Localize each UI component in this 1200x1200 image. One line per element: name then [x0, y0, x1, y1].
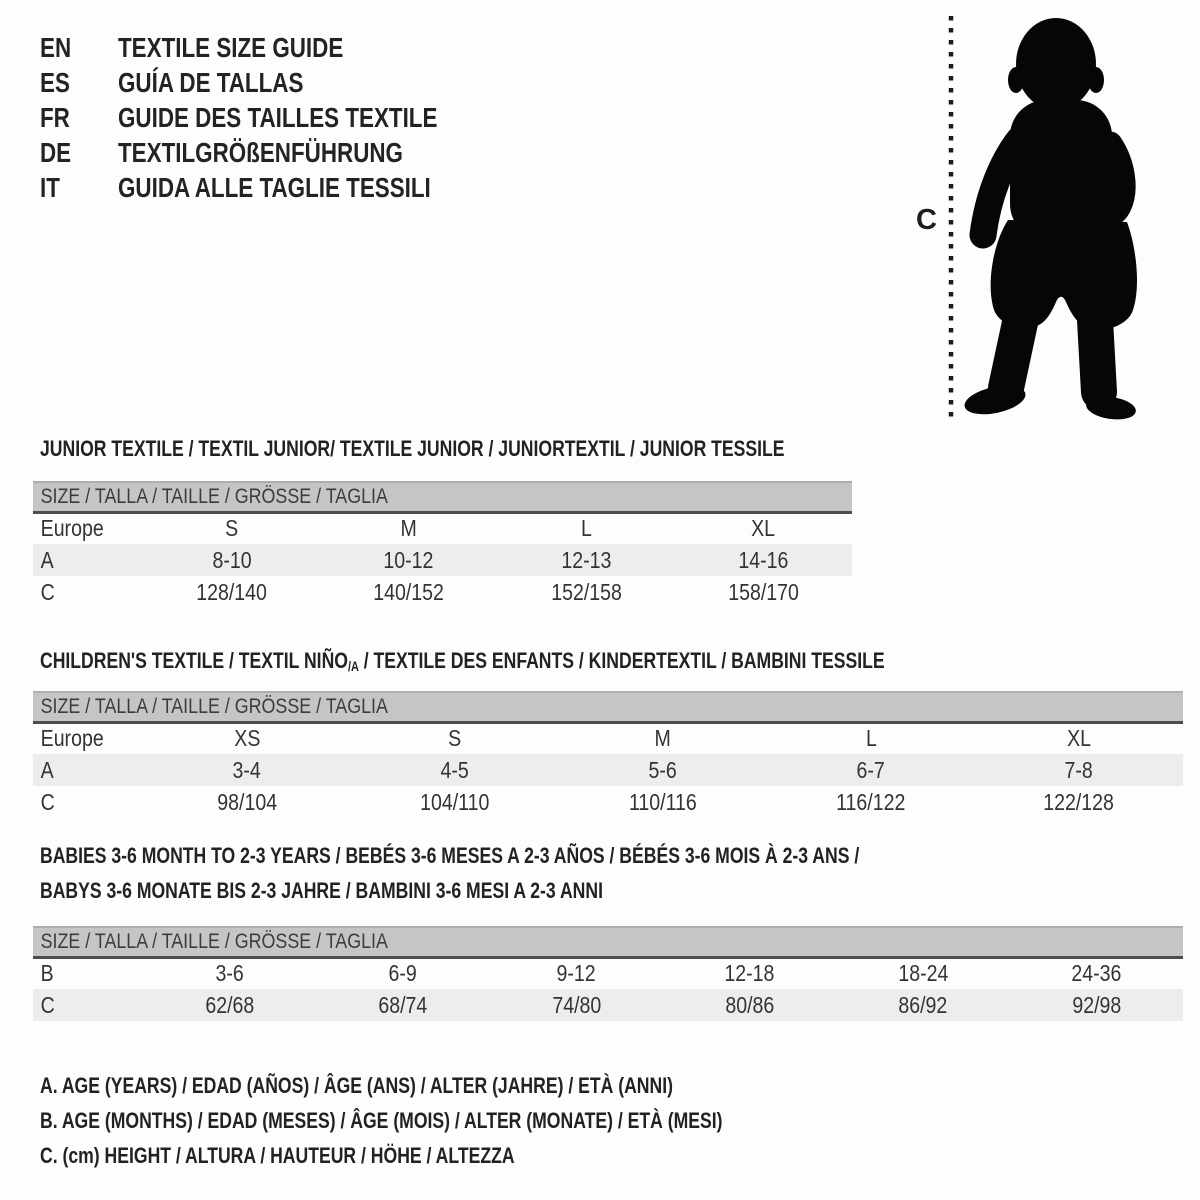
- section-heading-text: [40, 643, 885, 684]
- language-code: IT: [40, 171, 60, 203]
- size-cell: 12-13: [561, 546, 612, 573]
- size-cell: 7-8: [1064, 756, 1094, 783]
- size-cell: 9-12: [556, 960, 596, 987]
- table-row: [33, 989, 1183, 1021]
- section-heading-babies: [40, 838, 1064, 908]
- size-header-text: SIZE / TALLA / TAILLE / GRÖSSE / TAGLIA: [40, 929, 388, 953]
- size-cell: 4-5: [440, 756, 470, 783]
- size-cell: 80/86: [725, 991, 775, 1018]
- size-cell: 98/104: [217, 788, 277, 815]
- row-label: B: [40, 960, 54, 987]
- language-list: [40, 30, 517, 205]
- size-cell: XL: [1067, 725, 1091, 752]
- size-header-text: SIZE / TALLA / TAILLE / GRÖSSE / TAGLIA: [40, 484, 388, 508]
- guide-title-it: GUIDA ALLE TAGLIE TESSILI: [118, 171, 431, 203]
- language-row-fr: [40, 100, 517, 135]
- height-dimension-label: C: [916, 204, 937, 236]
- size-cell: 6-9: [388, 960, 418, 987]
- height-figure: [890, 0, 1200, 430]
- guide-title-fr: GUIDE DES TAILLES TEXTILE: [118, 101, 438, 133]
- size-cell: 62/68: [205, 991, 255, 1018]
- size-cell: 128/140: [196, 578, 267, 605]
- table-header-row: [33, 482, 852, 512]
- guide-title-de: TEXTILGRÖßENFÜHRUNG: [118, 136, 403, 168]
- size-header-cell: [33, 927, 1183, 957]
- size-cell: 18-24: [897, 960, 948, 987]
- row-label: C: [40, 991, 55, 1018]
- table-row: [33, 544, 852, 576]
- size-cell: 122/128: [1043, 788, 1115, 815]
- guide-title-en: TEXTILE SIZE GUIDE: [118, 31, 344, 63]
- table-row: [33, 786, 1183, 818]
- table-header-row: [33, 692, 1183, 722]
- size-cell: M: [654, 725, 672, 752]
- babies-size-table: [33, 926, 1183, 1021]
- size-cell: XL: [751, 515, 776, 542]
- language-code: EN: [40, 31, 72, 63]
- size-cell: 24-36: [1071, 960, 1122, 987]
- size-cell: 86/92: [898, 991, 948, 1018]
- size-cell: 8-10: [212, 546, 252, 573]
- size-cell: XS: [233, 725, 261, 752]
- row-label: A: [40, 546, 54, 573]
- heading-part: / TEXTILE DES ENFANTS / KINDERTEXTIL / BAMBINI TESSILE: [358, 648, 885, 673]
- language-code: FR: [40, 101, 70, 133]
- legend-line-a: [40, 1068, 893, 1103]
- row-label: C: [40, 578, 55, 605]
- size-cell: 158/170: [728, 578, 799, 605]
- row-label: C: [40, 788, 55, 815]
- row-label: Europe: [40, 515, 104, 542]
- size-cell: 3-4: [232, 756, 262, 783]
- size-cell: 110/116: [629, 788, 697, 815]
- legend-line-c: [40, 1138, 893, 1173]
- legend-text: B. AGE (MONTHS) / EDAD (MESES) / ÂGE (MOIS) / ALTER (MONATE) / ETÀ (MESI): [40, 1108, 723, 1133]
- table-row: [33, 722, 1183, 754]
- heading-text: BABYS 3-6 MONATE BIS 2-3 JAHRE / BAMBINI 3-6 MESI A 2-3 ANNI: [40, 878, 603, 903]
- section-heading-children: [40, 643, 1096, 684]
- size-cell: 12-18: [724, 960, 775, 987]
- size-header-cell: [33, 692, 1183, 722]
- table-header-row: [33, 927, 1183, 957]
- size-cell: S: [448, 725, 462, 752]
- size-cell: M: [400, 515, 418, 542]
- size-cell: 104/110: [420, 788, 490, 815]
- children-size-table: [33, 691, 1183, 818]
- size-header-text: SIZE / TALLA / TAILLE / GRÖSSE / TAGLIA: [40, 694, 388, 718]
- row-label: Europe: [40, 725, 104, 752]
- heading-part: CHILDREN'S TEXTILE / TEXTIL NIÑO: [40, 648, 348, 673]
- section-heading-text: JUNIOR TEXTILE / TEXTIL JUNIOR/ TEXTILE JUNIOR / JUNIORTEXTIL / JUNIOR TESSILE: [40, 436, 785, 461]
- size-cell: S: [225, 515, 239, 542]
- size-header-cell: [33, 482, 852, 512]
- table-row: [33, 576, 852, 608]
- language-code: DE: [40, 136, 72, 168]
- size-cell: L: [865, 725, 877, 752]
- size-cell: 3-6: [215, 960, 244, 987]
- size-cell: 5-6: [648, 756, 678, 783]
- table-row: [33, 512, 852, 544]
- size-cell: 6-7: [856, 756, 886, 783]
- size-cell: 140/152: [373, 578, 445, 605]
- size-cell: 74/80: [551, 991, 601, 1018]
- heading-line-1: [40, 838, 1064, 873]
- language-row-en: [40, 30, 517, 65]
- legend-text: C. (cm) HEIGHT / ALTURA / HAUTEUR / HÖHE / ALTEZZA: [40, 1143, 515, 1168]
- size-cell: 152/158: [550, 578, 622, 605]
- legend-text: A. AGE (YEARS) / EDAD (AÑOS) / ÂGE (ANS) / ALTER (JAHRE) / ETÀ (ANNI): [40, 1073, 673, 1098]
- section-heading-junior: [40, 431, 971, 466]
- table-row: [33, 957, 1183, 989]
- size-cell: 92/98: [1071, 991, 1121, 1018]
- size-cell: 116/122: [836, 788, 906, 815]
- measurement-legend: [40, 1068, 893, 1173]
- table-row: [33, 754, 1183, 786]
- guide-title-es: GUÍA DE TALLAS: [118, 66, 304, 98]
- language-code: ES: [40, 66, 70, 98]
- size-cell: 14-16: [738, 546, 789, 573]
- junior-size-table: [33, 481, 852, 608]
- toddler-silhouette-icon: [962, 18, 1137, 422]
- language-row-es: [40, 65, 517, 100]
- size-cell: 68/74: [378, 991, 428, 1018]
- legend-line-b: [40, 1103, 893, 1138]
- heading-text: BABIES 3-6 MONTH TO 2-3 YEARS / BEBÉS 3-6 MESES A 2-3 AÑOS / BÉBÉS 3-6 MOIS À 2-3 ANS /: [40, 843, 860, 868]
- heading-line-2: [40, 873, 1064, 908]
- size-cell: 10-12: [383, 546, 434, 573]
- heading-subscript: /A: [347, 659, 359, 674]
- size-cell: L: [580, 515, 592, 542]
- language-row-it: [40, 170, 517, 205]
- row-label: A: [40, 756, 54, 783]
- language-row-de: [40, 135, 517, 170]
